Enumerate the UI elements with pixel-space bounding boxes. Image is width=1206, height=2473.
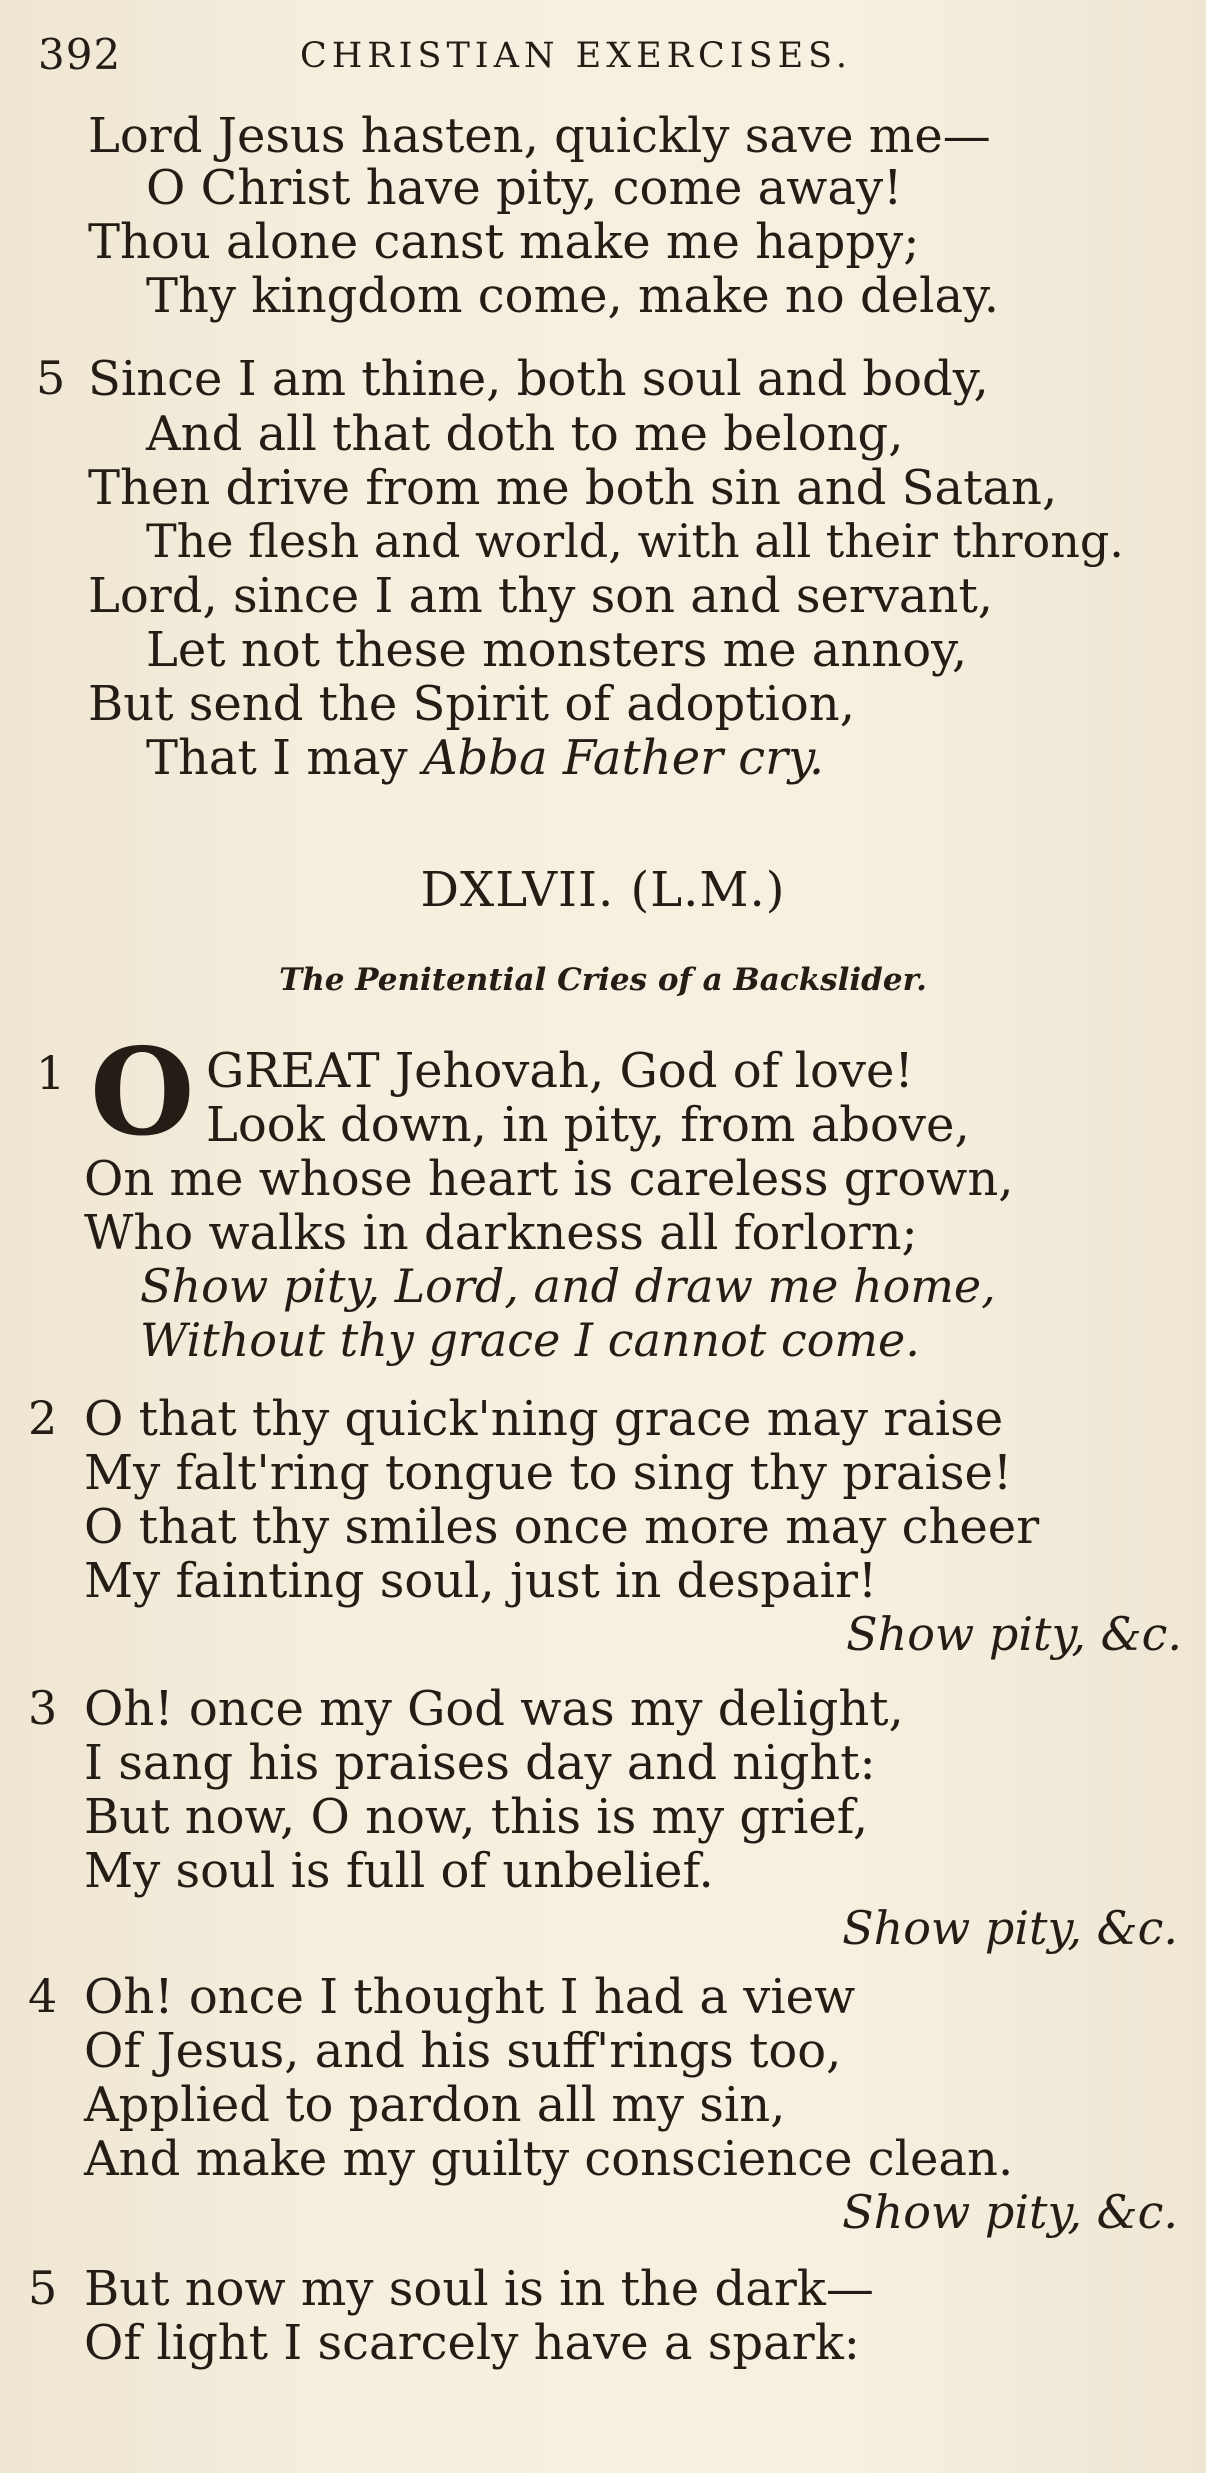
verse-number: 5 [36, 351, 66, 405]
refrain-line: Show pity, Lord, and draw me home, [140, 1259, 996, 1313]
verse-line: The flesh and world, with all their throng. [146, 514, 1124, 568]
page-header [38, 30, 1178, 80]
verse-line: Oh! once my God was my delight, [84, 1681, 904, 1737]
verse-number: 2 [28, 1391, 58, 1445]
verse-line: I sang his praises day and night: [84, 1735, 876, 1791]
refrain-line: Without thy grace I cannot come. [140, 1313, 920, 1367]
verse-number: 5 [28, 2261, 58, 2315]
verse-line: My falt'ring tongue to sing thy praise! [84, 1445, 1013, 1501]
verse-line: GREAT Jehovah, God of love! [206, 1043, 914, 1099]
page-number: 392 [38, 30, 122, 79]
hymn-title: DXLVII. (L.M.) [420, 862, 786, 918]
verse-line: Who walks in darkness all forlorn; [84, 1205, 918, 1261]
verse-line: Look down, in pity, from above, [206, 1097, 970, 1153]
verse-line: Thy kingdom come, make no delay. [146, 268, 1000, 324]
verse-line: My soul is full of unbelief. [84, 1843, 714, 1899]
verse-line: Lord, since I am thy son and servant, [88, 568, 993, 624]
verse-line: Since I am thine, both soul and body, [88, 351, 989, 407]
verse-line: Thou alone canst make me happy; [88, 214, 920, 270]
verse-line-text: That I may [146, 730, 423, 786]
verse-line: Let not these monsters me annoy, [146, 622, 968, 678]
drop-cap: O [90, 1022, 195, 1163]
verse-number: 3 [28, 1681, 58, 1735]
refrain-line: Show pity, &c. [842, 1901, 1178, 1955]
running-head: CHRISTIAN EXERCISES. [300, 36, 853, 76]
verse-line: Applied to pardon all my sin, [84, 2077, 786, 2133]
refrain-line: Show pity, &c. [842, 2185, 1178, 2239]
verse-line: And make my guilty conscience clean. [84, 2131, 1014, 2187]
verse-line [146, 730, 825, 786]
verse-line: On me whose heart is careless grown, [84, 1151, 1014, 1207]
verse-number: 1 [36, 1046, 66, 1100]
verse-number: 4 [28, 1969, 58, 2023]
verse-line: My fainting soul, just in despair! [84, 1553, 878, 1609]
verse-line: Lord Jesus hasten, quickly save me— [88, 108, 991, 164]
verse-line: But now my soul is in the dark— [84, 2261, 874, 2317]
verse-line: But send the Spirit of adoption, [88, 676, 855, 732]
verse-line: And all that doth to me belong, [146, 406, 904, 462]
hymn-subtitle: The Penitential Cries of a Backslider. [279, 962, 927, 998]
verse-line: Of Jesus, and his suff'rings too, [84, 2023, 842, 2079]
verse-line: O that thy smiles once more may cheer [84, 1499, 1040, 1555]
verse-line: O that thy quick'ning grace may raise [84, 1391, 1004, 1447]
verse-line-italic: Abba Father cry. [422, 730, 825, 786]
verse-line: O Christ have pity, come away! [146, 160, 903, 216]
refrain-line: Show pity, &c. [846, 1607, 1182, 1661]
verse-line: Then drive from me both sin and Satan, [88, 460, 1058, 516]
verse-line: Of light I scarcely have a spark: [84, 2315, 860, 2371]
verse-line: Oh! once I thought I had a view [84, 1969, 856, 2025]
verse-line: But now, O now, this is my grief, [84, 1789, 869, 1845]
